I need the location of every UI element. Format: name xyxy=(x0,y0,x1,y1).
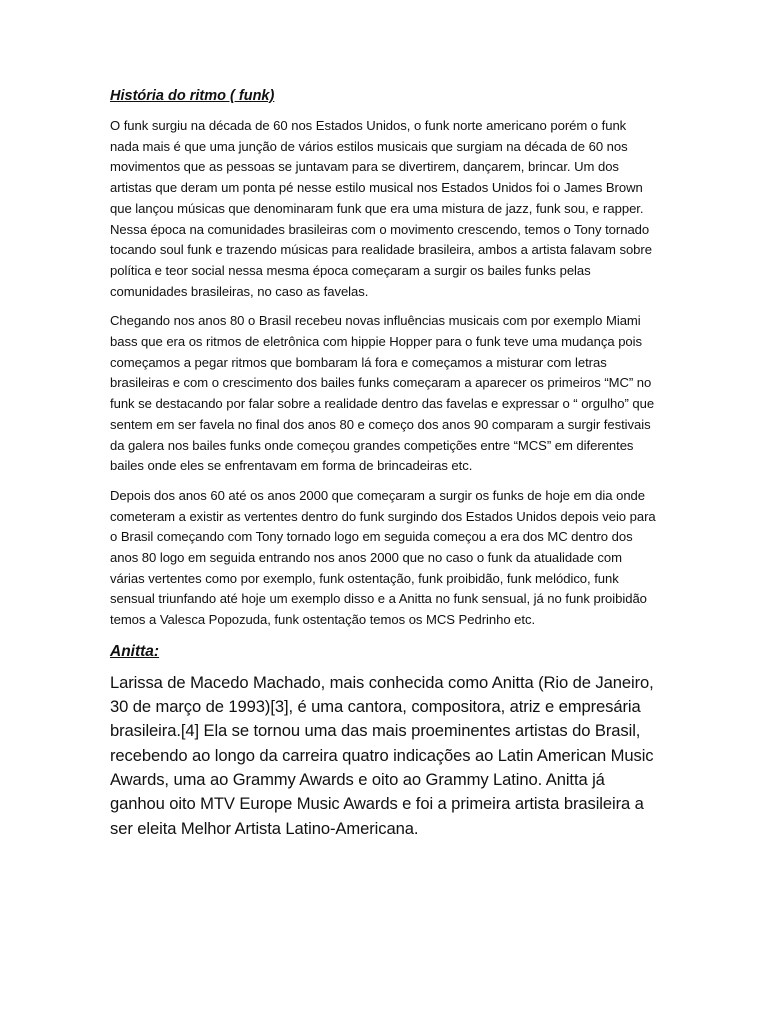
paragraph-funk-2000s: Depois dos anos 60 até os anos 2000 que começaram a surgir os funks de hoje em dia onde cometeram a existir as vertentes dentro do funk surgindo dos Estados Unidos depois veio para o Brasil começando com Tony tornado logo em seguida começou a era dos MC dentro dos anos 80 logo em seguida entrando nos anos 2000 que no caso o funk da atualidade com várias vertentes como por exemplo, funk ostentação, funk proibidão, funk melódico, funk sensual triunfando até hoje um exemplo disso e a Anitta no funk sensual, já no funk proibidão temos a Valesca Popozuda, funk ostentação temos os MCS Pedrinho etc. xyxy=(110,487,656,628)
section-heading-history: História do ritmo ( funk) xyxy=(110,88,275,104)
document-page xyxy=(110,86,658,841)
section-heading-anitta: Anitta: xyxy=(110,642,160,660)
paragraph-funk-80s: Chegando nos anos 80 o Brasil recebeu novas influências musicais com por exemplo Miami bass que era os ritmos de eletrônica com hippie Hopper para o funk teve uma mudança pois começamos a pegar ritmos que bombaram lá fora e começamos a misturar com letras brasileiras e com o crescimento dos bailes funks começaram a aparecer os primeiros “MC” no funk se destacando por falar sobre a realidade dentro das favelas e expressar o “ orgulho” que sentem em ser favela no final dos anos 80 e começo dos anos 90 comparam a surgir festivais da galera nos bailes funks onde começou grandes competições entre “MCS” em diferentes bailes onde eles se enfrentavam em forma de brincadeiras etc. xyxy=(110,313,655,474)
paragraph-funk-origins: O funk surgiu na década de 60 nos Estados Unidos, o funk norte americano porém o funk nada mais é que uma junção de vários estilos musicais que surgiam na década de 60 nos movimentos que as pessoas se juntavam para se divertirem, dançarem, brincar. Um dos artistas que deram um ponta pé nesse estilo musical nos Estados Unidos foi o James Brown que lançou músicas que denominaram funk que era uma mistura de jazz, funk sou, e rapper. Nessa época na comunidades brasileiras com o movimento crescendo, temos o Tony tornado tocando soul funk e trazendo músicas para realidade brasileira, ambos a artista falavam sobre política e teor social nessa mesma época começaram a surgir os bailes funks pelas comunidades brasileiras, no caso as favelas. xyxy=(110,118,652,299)
paragraph-anitta-bio: Larissa de Macedo Machado, mais conhecida como Anitta (Rio de Janeiro, 30 de março de 1993)[3], é uma cantora, compositora, atriz e empresária brasileira.[4] Ela se tornou uma das mais proeminentes artistas do Brasil, recebendo ao longo da carreira quatro indicações ao Latin American Music Awards, uma ao Grammy Awards e oito ao Grammy Latino. Anitta já ganhou oito MTV Europe Music Awards e foi a primeira artista brasileira a ser eleita Melhor Artista Latino-Americana. xyxy=(110,672,654,838)
